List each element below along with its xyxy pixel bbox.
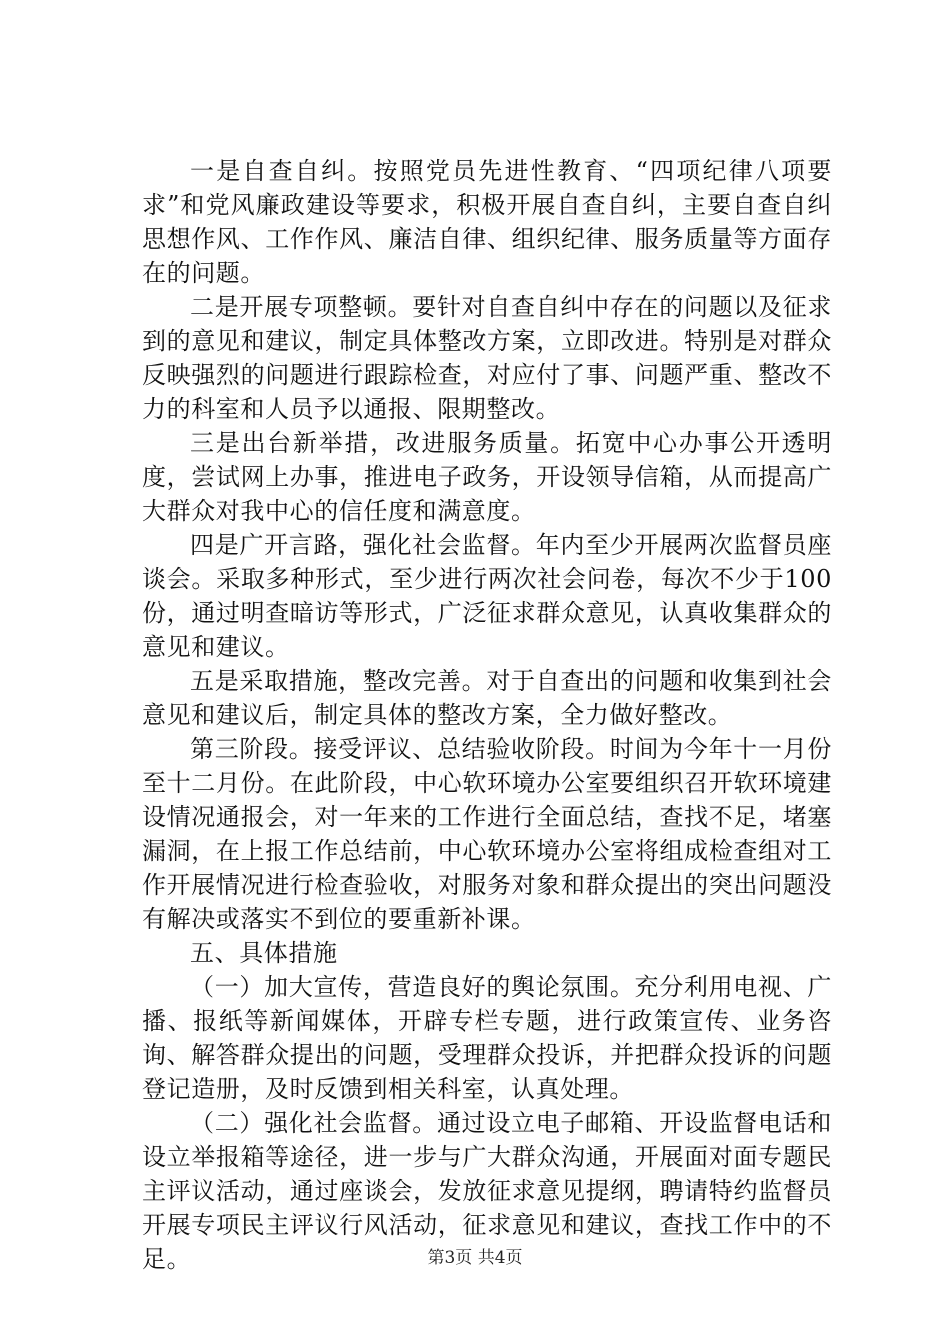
document-body — [142, 154, 832, 1276]
paragraph-special-rectification: 二是开展专项整顿。要针对自查自纠中存在的问题以及征求到的意见和建议，制定具体整改方案，立即改进。特别是对群众反映强烈的问题进行跟踪检查，对应付了事、问题严重、整改不力的科室和人员予以通报、限期整改。 — [142, 293, 832, 423]
section-heading-specific-measures: 五、具体措施 — [190, 939, 338, 967]
paragraph-measure-publicity: （一）加大宣传，营造良好的舆论氛围。充分利用电视、广播、报纸等新闻媒体，开辟专栏专题，进行政策宣传、业务咨询、解答群众提出的问题，受理群众投诉，并把群众投诉的问题登记造册，及时反馈到相关科室，认真处理。 — [142, 973, 832, 1103]
paragraph-stage-three: 第三阶段。接受评议、总结验收阶段。时间为今年十一月份至十二月份。在此阶段，中心软环境办公室要组织召开软环境建设情况通报会，对一年来的工作进行全面总结，查找不足，堵塞漏洞，在上报工作总结前，中心软环境办公室将组成检查组对工作开展情况进行检查验收，对服务对象和群众提出的突出问题没有解决或落实不到位的要重新补课。 — [142, 735, 832, 933]
paragraph-new-measures: 三是出台新举措，改进服务质量。拓宽中心办事公开透明度，尝试网上办事，推进电子政务，开设领导信箱，从而提高广大群众对我中心的信任度和满意度。 — [142, 429, 832, 525]
paragraph-self-inspection: 一是自查自纠。按照党员先进性教育、“四项纪律八项要求”和党风廉政建设等要求，积极开展自查自纠，主要自查自纠思想作风、工作作风、廉洁自律、组织纪律、服务质量等方面存在的问题。 — [142, 157, 832, 287]
paragraph-rectify-improve: 五是采取措施，整改完善。对于自查出的问题和收集到社会意见和建议后，制定具体的整改方案，全力做好整改。 — [142, 667, 832, 729]
paragraph-measure-supervision: （二）强化社会监督。通过设立电子邮箱、开设监督电话和设立举报箱等途径，进一步与广大群众沟通，开展面对面专题民主评议活动，通过座谈会，发放征求意见提纲，聘请特约监督员开展专项民主评议行风活动，征求意见和建议，查找工作中的不足。 — [142, 1109, 832, 1273]
page-number-footer: 第3页 共4页 — [427, 1248, 523, 1268]
paragraph-social-supervision: 四是广开言路，强化社会监督。年内至少开展两次监督员座谈会。采取多种形式，至少进行两次社会问卷，每次不少于100份，通过明查暗访等形式，广泛征求群众意见，认真收集群众的意见和建议。 — [142, 531, 832, 661]
